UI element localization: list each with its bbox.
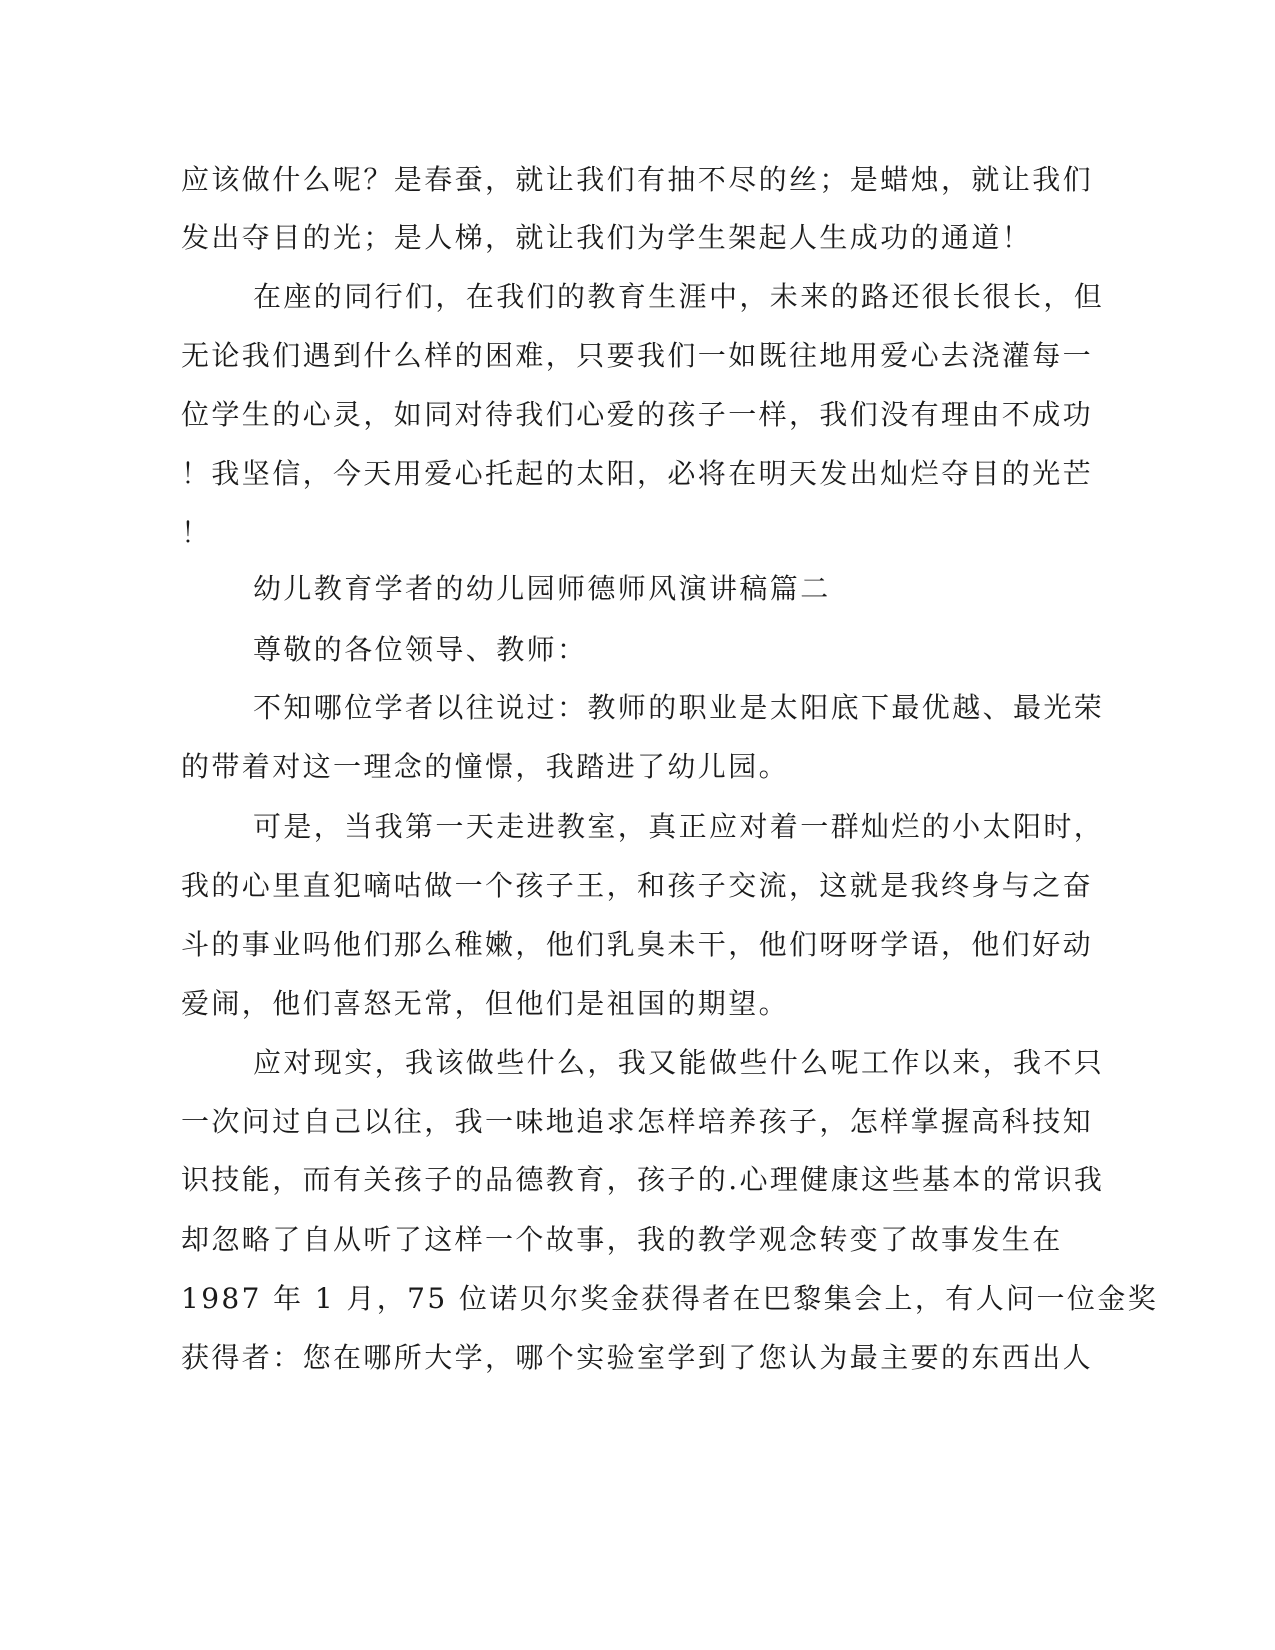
text-line: 斗的事业吗他们那么稚嫩，他们乳臭未干，他们呀呀学语，他们好动 [181,928,1094,961]
text-line: 爱闹，他们喜怒无常，但他们是祖国的期望。 [181,987,790,1020]
text-line: 应该做什么呢？是春蚕，就让我们有抽不尽的丝；是蜡烛，就让我们 [181,163,1094,196]
text-line: 位学生的心灵，如同对待我们心爱的孩子一样，我们没有理由不成功 [181,398,1094,431]
text-line: 不知哪位学者以往说过：教师的职业是太阳底下最优越、最光荣 [253,691,1105,724]
section-heading: 幼儿教育学者的幼儿园师德师风演讲稿篇二 [253,572,831,605]
text-line: ！我坚信，今天用爱心托起的太阳，必将在明天发出灿烂夺目的光芒 [181,457,1094,490]
text-line: 识技能，而有关孩子的品德教育，孩子的.心理健康这些基本的常识我 [181,1163,1105,1196]
text-line: 1987 年 1 月，75 位诺贝尔奖金获得者在巴黎集会上，有人问一位金奖 [181,1282,1159,1315]
text-line: 发出夺目的光；是人梯，就让我们为学生架起人生成功的通道！ [181,221,1033,254]
text-line: 却忽略了自从听了这样一个故事，我的教学观念转变了故事发生在 [181,1223,1063,1256]
text-line: 无论我们遇到什么样的困难，只要我们一如既往地用爱心去浇灌每一 [181,339,1094,372]
text-line: 应对现实，我该做些什么，我又能做些什么呢工作以来，我不只 [253,1046,1105,1079]
salutation: 尊敬的各位领导、教师： [253,633,588,666]
text-line: 一次问过自己以往，我一味地追求怎样培养孩子，怎样掌握高科技知 [181,1105,1094,1138]
text-line: 我的心里直犯嘀咕做一个孩子王，和孩子交流，这就是我终身与之奋 [181,869,1094,902]
text-line: ！ [181,516,212,549]
text-line: 获得者：您在哪所大学，哪个实验室学到了您认为最主要的东西出人 [181,1341,1094,1374]
text-line: 可是，当我第一天走进教室，真正应对着一群灿烂的小太阳时， [253,810,1105,843]
text-line: 在座的同行们，在我们的教育生涯中，未来的路还很长很长，但 [253,280,1105,313]
text-line: 的带着对这一理念的憧憬，我踏进了幼儿园。 [181,750,790,783]
